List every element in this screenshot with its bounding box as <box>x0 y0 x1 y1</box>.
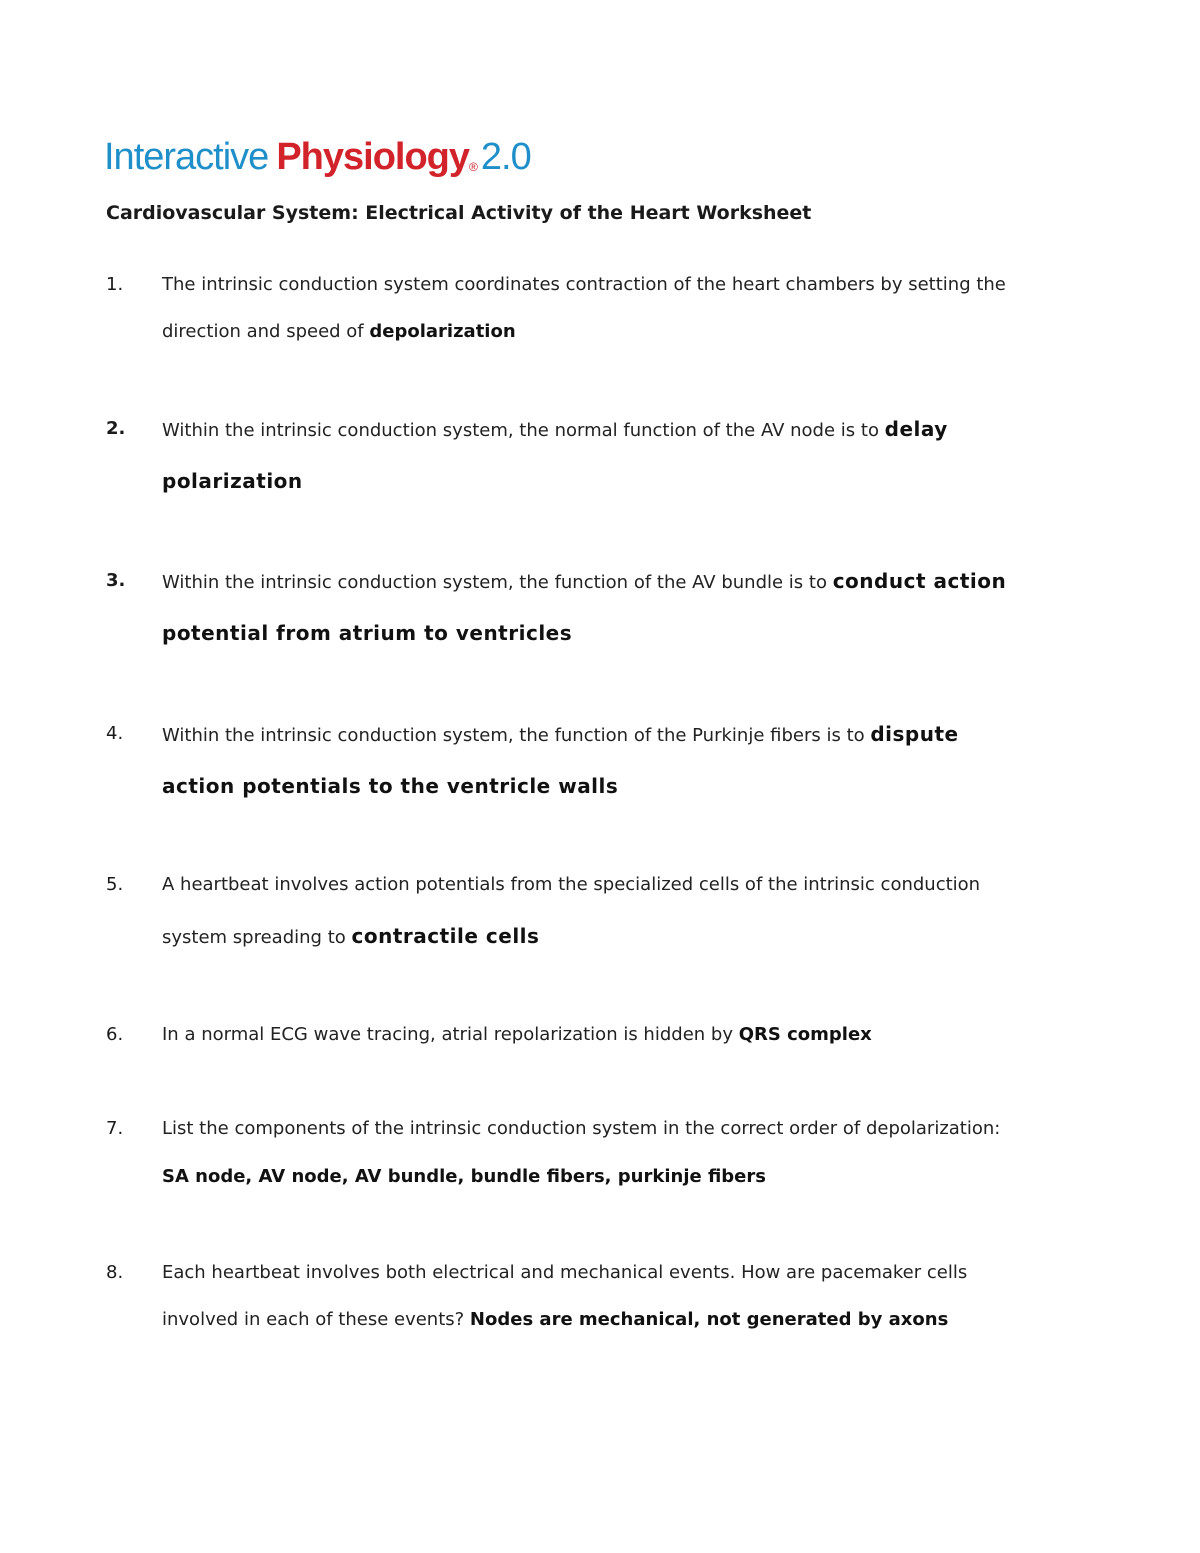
interactive-physiology-logo <box>104 133 531 181</box>
question-text <box>162 273 1006 297</box>
question-text-line2 <box>162 924 539 950</box>
question-text-line2 <box>162 1165 766 1189</box>
answer-text: delay <box>884 417 948 441</box>
answer-text: potential from atrium to ventricles <box>162 621 573 645</box>
question-text-part: The intrinsic conduction system coordinates contraction of the heart chambers by setting the <box>162 274 1006 295</box>
answer-text: depolarization <box>369 321 516 342</box>
question-text-line2 <box>162 469 303 495</box>
logo-registered-mark: ® <box>469 160 477 174</box>
worksheet-title: Cardiovascular System: Electrical Activity of the Heart Worksheet <box>106 202 812 224</box>
answer-text: Nodes are mechanical, not generated by axons <box>469 1309 949 1330</box>
answer-text: action potentials to the ventricle walls <box>162 774 619 798</box>
answer-text: QRS complex <box>738 1024 872 1045</box>
question-text <box>162 1117 1000 1141</box>
logo-version: 2.0 <box>480 136 531 178</box>
question-text-line2 <box>162 1308 948 1332</box>
question-text-part: Within the intrinsic conduction system, the function of the Purkinje fibers is to <box>162 725 871 746</box>
question-number: 1. <box>106 274 124 295</box>
question-text-line2 <box>162 621 572 647</box>
question-number: 2. <box>106 418 126 439</box>
question-text-part: system spreading to <box>162 927 352 948</box>
question-text <box>162 569 1006 595</box>
question-number: 3. <box>106 570 126 591</box>
question-number: 7. <box>106 1118 124 1139</box>
question-text-part: direction and speed of <box>162 321 370 342</box>
question-text-part: A heartbeat involves action potentials from the specialized cells of the intrinsic conduction <box>162 874 981 895</box>
question-text <box>162 722 959 748</box>
question-text-part: involved in each of these events? <box>162 1309 470 1330</box>
question-text-part: In a normal ECG wave tracing, atrial repolarization is hidden by <box>162 1024 739 1045</box>
question-number: 8. <box>106 1262 124 1283</box>
question-text-part: List the components of the intrinsic conduction system in the correct order of depolarization: <box>162 1118 1001 1139</box>
answer-text: SA node, AV node, AV bundle, bundle fibers, purkinje fibers <box>162 1166 766 1187</box>
logo-word-physiology: Physiology <box>276 136 470 178</box>
question-text <box>162 1261 967 1285</box>
question-text <box>162 873 980 897</box>
question-text <box>162 417 948 443</box>
question-text-line2 <box>162 774 618 800</box>
question-text-part: Within the intrinsic conduction system, the function of the AV bundle is to <box>162 572 833 593</box>
question-text-line2 <box>162 320 516 344</box>
answer-text: dispute <box>870 722 959 746</box>
question-text <box>162 1023 872 1047</box>
logo-word-interactive: Interactive <box>104 136 269 178</box>
question-number: 4. <box>106 723 124 744</box>
answer-text: polarization <box>162 469 303 493</box>
question-text-part: Within the intrinsic conduction system, the normal function of the AV node is to <box>162 420 885 441</box>
question-text-part: Each heartbeat involves both electrical and mechanical events. How are pacemaker cells <box>162 1262 968 1283</box>
answer-text: conduct action <box>832 569 1007 593</box>
question-number: 5. <box>106 874 124 895</box>
answer-text: contractile cells <box>351 924 540 948</box>
question-number: 6. <box>106 1024 124 1045</box>
